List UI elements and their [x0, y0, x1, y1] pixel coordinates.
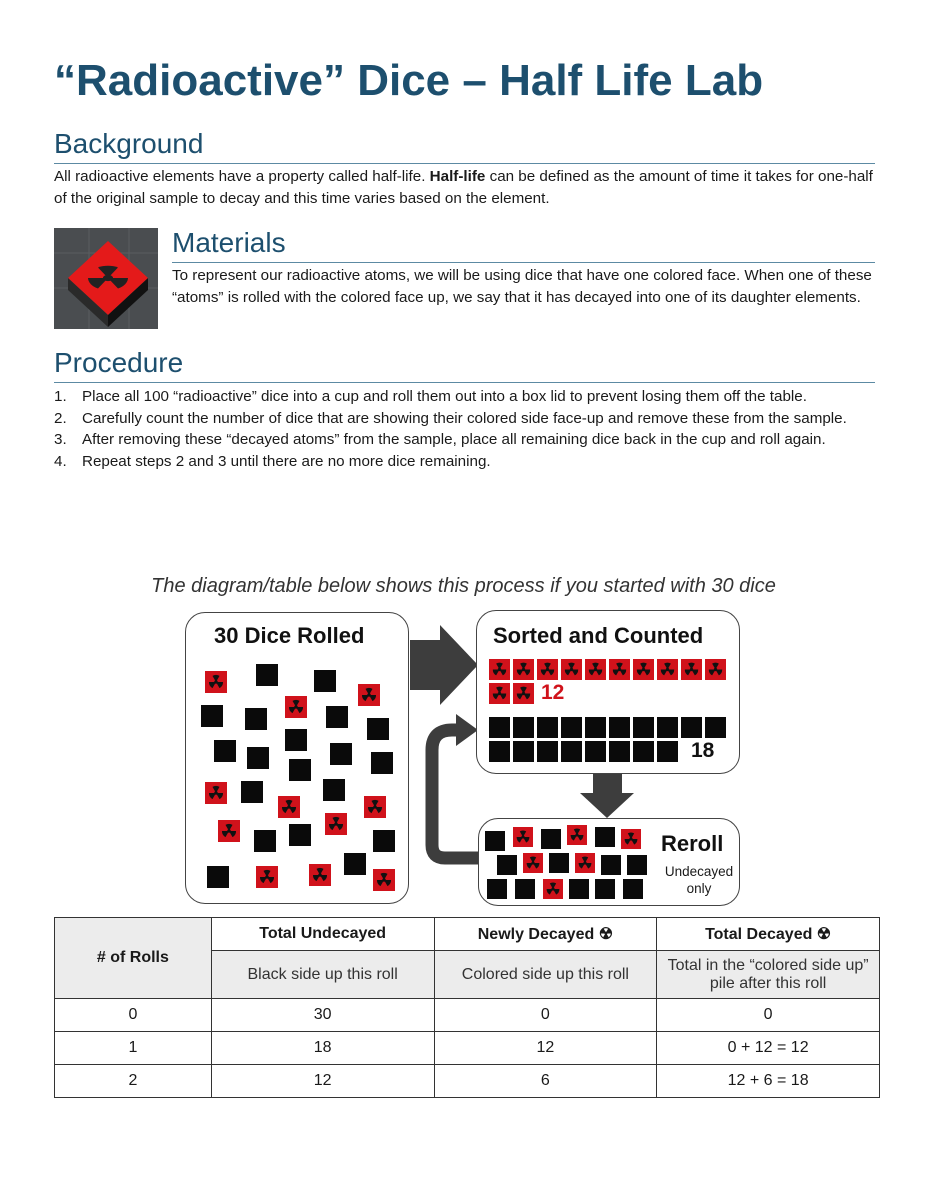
background-divider: [54, 163, 875, 164]
decayed-die-icon: [543, 879, 563, 899]
rolls-header: # of Rolls: [55, 918, 212, 999]
procedure-divider: [54, 382, 875, 383]
sorted-panel: [476, 610, 740, 774]
decayed-die-icon: [513, 827, 533, 847]
undecayed-die-icon: [569, 879, 589, 899]
undecayed-die-icon: [241, 781, 263, 803]
undecayed-die-icon: [247, 747, 269, 769]
decayed-die-icon: [489, 683, 510, 704]
undecayed-die-icon: [245, 708, 267, 730]
diagram-arrows: [0, 600, 927, 910]
undecayed-die-icon: [585, 741, 606, 762]
table-cell: 2: [55, 1065, 212, 1098]
undecayed-die-icon: [489, 741, 510, 762]
decayed-die-icon: [325, 813, 347, 835]
background-paragraph: All radioactive elements have a property called half-life. Half-life can be defined as the amount of time it takes for one-half of the original sample to decay and this time varies based on the element.: [54, 168, 873, 207]
undecayed-die-icon: [285, 729, 307, 751]
dice-rolled-panel: [185, 612, 409, 904]
decayed-die-icon: [513, 659, 534, 680]
undecayed-die-icon: [371, 752, 393, 774]
half-life-diagram: [0, 600, 927, 910]
radioactive-die-icon: [54, 228, 158, 329]
undecayed-die-icon: [485, 831, 505, 851]
decayed-die-icon: [681, 659, 702, 680]
reroll-subtitle-line: only: [686, 881, 712, 896]
decayed-die-icon: [278, 796, 300, 818]
undecayed-die-icon: [254, 830, 276, 852]
undecayed-die-icon: [657, 741, 678, 762]
materials-divider: [172, 262, 875, 263]
undecayed-die-icon: [489, 717, 510, 738]
undecayed-die-icon: [595, 827, 615, 847]
procedure-step: 3. After removing these “decayed atoms” from the sample, place all remaining dice back in the cup and roll again.: [54, 431, 826, 448]
undecayed-die-icon: [513, 717, 534, 738]
undecayed-die-icon: [344, 853, 366, 875]
table-cell: 12 + 6 = 18: [657, 1065, 880, 1098]
arrow-right-icon: [410, 625, 478, 705]
table-cell: 0: [434, 999, 657, 1032]
arrow-loop-icon: [432, 730, 478, 858]
decayed-die-icon: [621, 829, 641, 849]
dice-rolled-title: 30 Dice Rolled: [214, 623, 365, 648]
reroll-panel: [478, 818, 740, 906]
undecayed-die-icon: [537, 741, 558, 762]
undecayed-die-icon: [609, 717, 630, 738]
decayed-die-icon: [205, 782, 227, 804]
decayed-die-icon: [537, 659, 558, 680]
decayed-die-icon: [567, 825, 587, 845]
newly-decayed-subheader: Colored side up this roll: [434, 951, 657, 999]
undecayed-die-icon: [330, 743, 352, 765]
undecayed-die-icon: [367, 718, 389, 740]
undecayed-die-icon: [214, 740, 236, 762]
undecayed-die-icon: [314, 670, 336, 692]
decayed-die-icon: [489, 659, 510, 680]
undecayed-die-icon: [623, 879, 643, 899]
decayed-die-icon: [575, 853, 595, 873]
table-cell: 0: [657, 999, 880, 1032]
undecayed-die-icon: [289, 824, 311, 846]
diagram-caption: The diagram/table below shows this process if you started with 30 dice: [151, 575, 776, 597]
procedure-step: 2. Carefully count the number of dice that are showing their colored side face-up and remove these from the sample.: [54, 409, 847, 427]
undecayed-die-icon: [487, 879, 507, 899]
undecayed-die-icon: [326, 706, 348, 728]
table-cell: 0: [55, 999, 212, 1032]
arrow-down-icon: [580, 773, 634, 818]
undecayed-count: 18: [691, 739, 715, 762]
decayed-die-icon: [633, 659, 654, 680]
background-heading: Background: [54, 128, 204, 159]
total-undecayed-subheader: Black side up this roll: [211, 951, 434, 999]
undecayed-die-icon: [289, 759, 311, 781]
undecayed-die-icon: [541, 829, 561, 849]
table-cell: 12: [211, 1065, 434, 1098]
materials-paragraph: To represent our radioactive atoms, we will be using dice that have one colored face. When one of these “atoms” is rolled with the colored face up, we say that it has decayed into one of its daughter elements.: [172, 267, 872, 306]
undecayed-die-icon: [497, 855, 517, 875]
table-row: [55, 1032, 880, 1065]
undecayed-die-icon: [609, 741, 630, 762]
reroll-subtitle: [659, 863, 739, 897]
decayed-die-icon: [561, 659, 582, 680]
undecayed-die-icon: [561, 741, 582, 762]
decayed-die-icon: [358, 684, 380, 706]
total-undecayed-header: Total Undecayed: [211, 918, 434, 951]
decayed-die-icon: [523, 853, 543, 873]
sorted-title: Sorted and Counted: [493, 623, 704, 648]
undecayed-die-icon: [201, 705, 223, 727]
decayed-die-icon: [218, 820, 240, 842]
undecayed-die-icon: [633, 717, 654, 738]
procedure-step: 4. Repeat steps 2 and 3 until there are no more dice remaining.: [54, 452, 491, 470]
total-decayed-subheader: Total in the “colored side up” pile after this roll: [657, 951, 880, 999]
undecayed-die-icon: [513, 741, 534, 762]
decayed-die-icon: [705, 659, 726, 680]
decayed-die-icon: [373, 869, 395, 891]
procedure-step: 1. Place all 100 “radioactive” dice into a cup and roll them out into a box lid to prevent losing them off the table.: [54, 388, 807, 405]
decayed-die-icon: [285, 696, 307, 718]
decayed-die-icon: [657, 659, 678, 680]
undecayed-die-icon: [633, 741, 654, 762]
decayed-die-icon: [513, 683, 534, 704]
undecayed-die-icon: [561, 717, 582, 738]
table-cell: 6: [434, 1065, 657, 1098]
undecayed-die-icon: [705, 717, 726, 738]
decayed-die-icon: [256, 866, 278, 888]
undecayed-die-icon: [601, 855, 621, 875]
table-cell: 1: [55, 1032, 212, 1065]
decayed-die-icon: [585, 659, 606, 680]
decayed-die-icon: [609, 659, 630, 680]
table-cell: 12: [434, 1032, 657, 1065]
undecayed-die-icon: [207, 866, 229, 888]
undecayed-die-icon: [549, 853, 569, 873]
half-life-term: Half-life: [429, 168, 486, 185]
half-life-table: [54, 917, 880, 1098]
decayed-die-icon: [205, 671, 227, 693]
undecayed-die-icon: [373, 830, 395, 852]
table-cell: 0 + 12 = 12: [657, 1032, 880, 1065]
table-row: [55, 1065, 880, 1098]
materials-heading: Materials: [172, 227, 286, 258]
undecayed-die-icon: [627, 855, 647, 875]
decayed-count: 12: [541, 681, 565, 704]
table-row: [55, 999, 880, 1032]
procedure-heading: Procedure: [54, 347, 184, 378]
undecayed-die-icon: [657, 717, 678, 738]
undecayed-die-icon: [515, 879, 535, 899]
reroll-title: Reroll: [661, 831, 724, 856]
procedure-steps: [54, 386, 876, 472]
table-cell: 30: [211, 999, 434, 1032]
page-title: “Radioactive” Dice – Half Life Lab: [54, 56, 764, 105]
newly-decayed-header: Newly Decayed ☢: [434, 918, 657, 951]
decayed-die-icon: [364, 796, 386, 818]
undecayed-die-icon: [256, 664, 278, 686]
undecayed-die-icon: [585, 717, 606, 738]
undecayed-die-icon: [323, 779, 345, 801]
table-cell: 18: [211, 1032, 434, 1065]
undecayed-die-icon: [681, 717, 702, 738]
undecayed-die-icon: [537, 717, 558, 738]
undecayed-die-icon: [595, 879, 615, 899]
decayed-die-icon: [309, 864, 331, 886]
reroll-subtitle-line: Undecayed: [664, 864, 734, 879]
total-decayed-header: Total Decayed ☢: [657, 918, 880, 951]
